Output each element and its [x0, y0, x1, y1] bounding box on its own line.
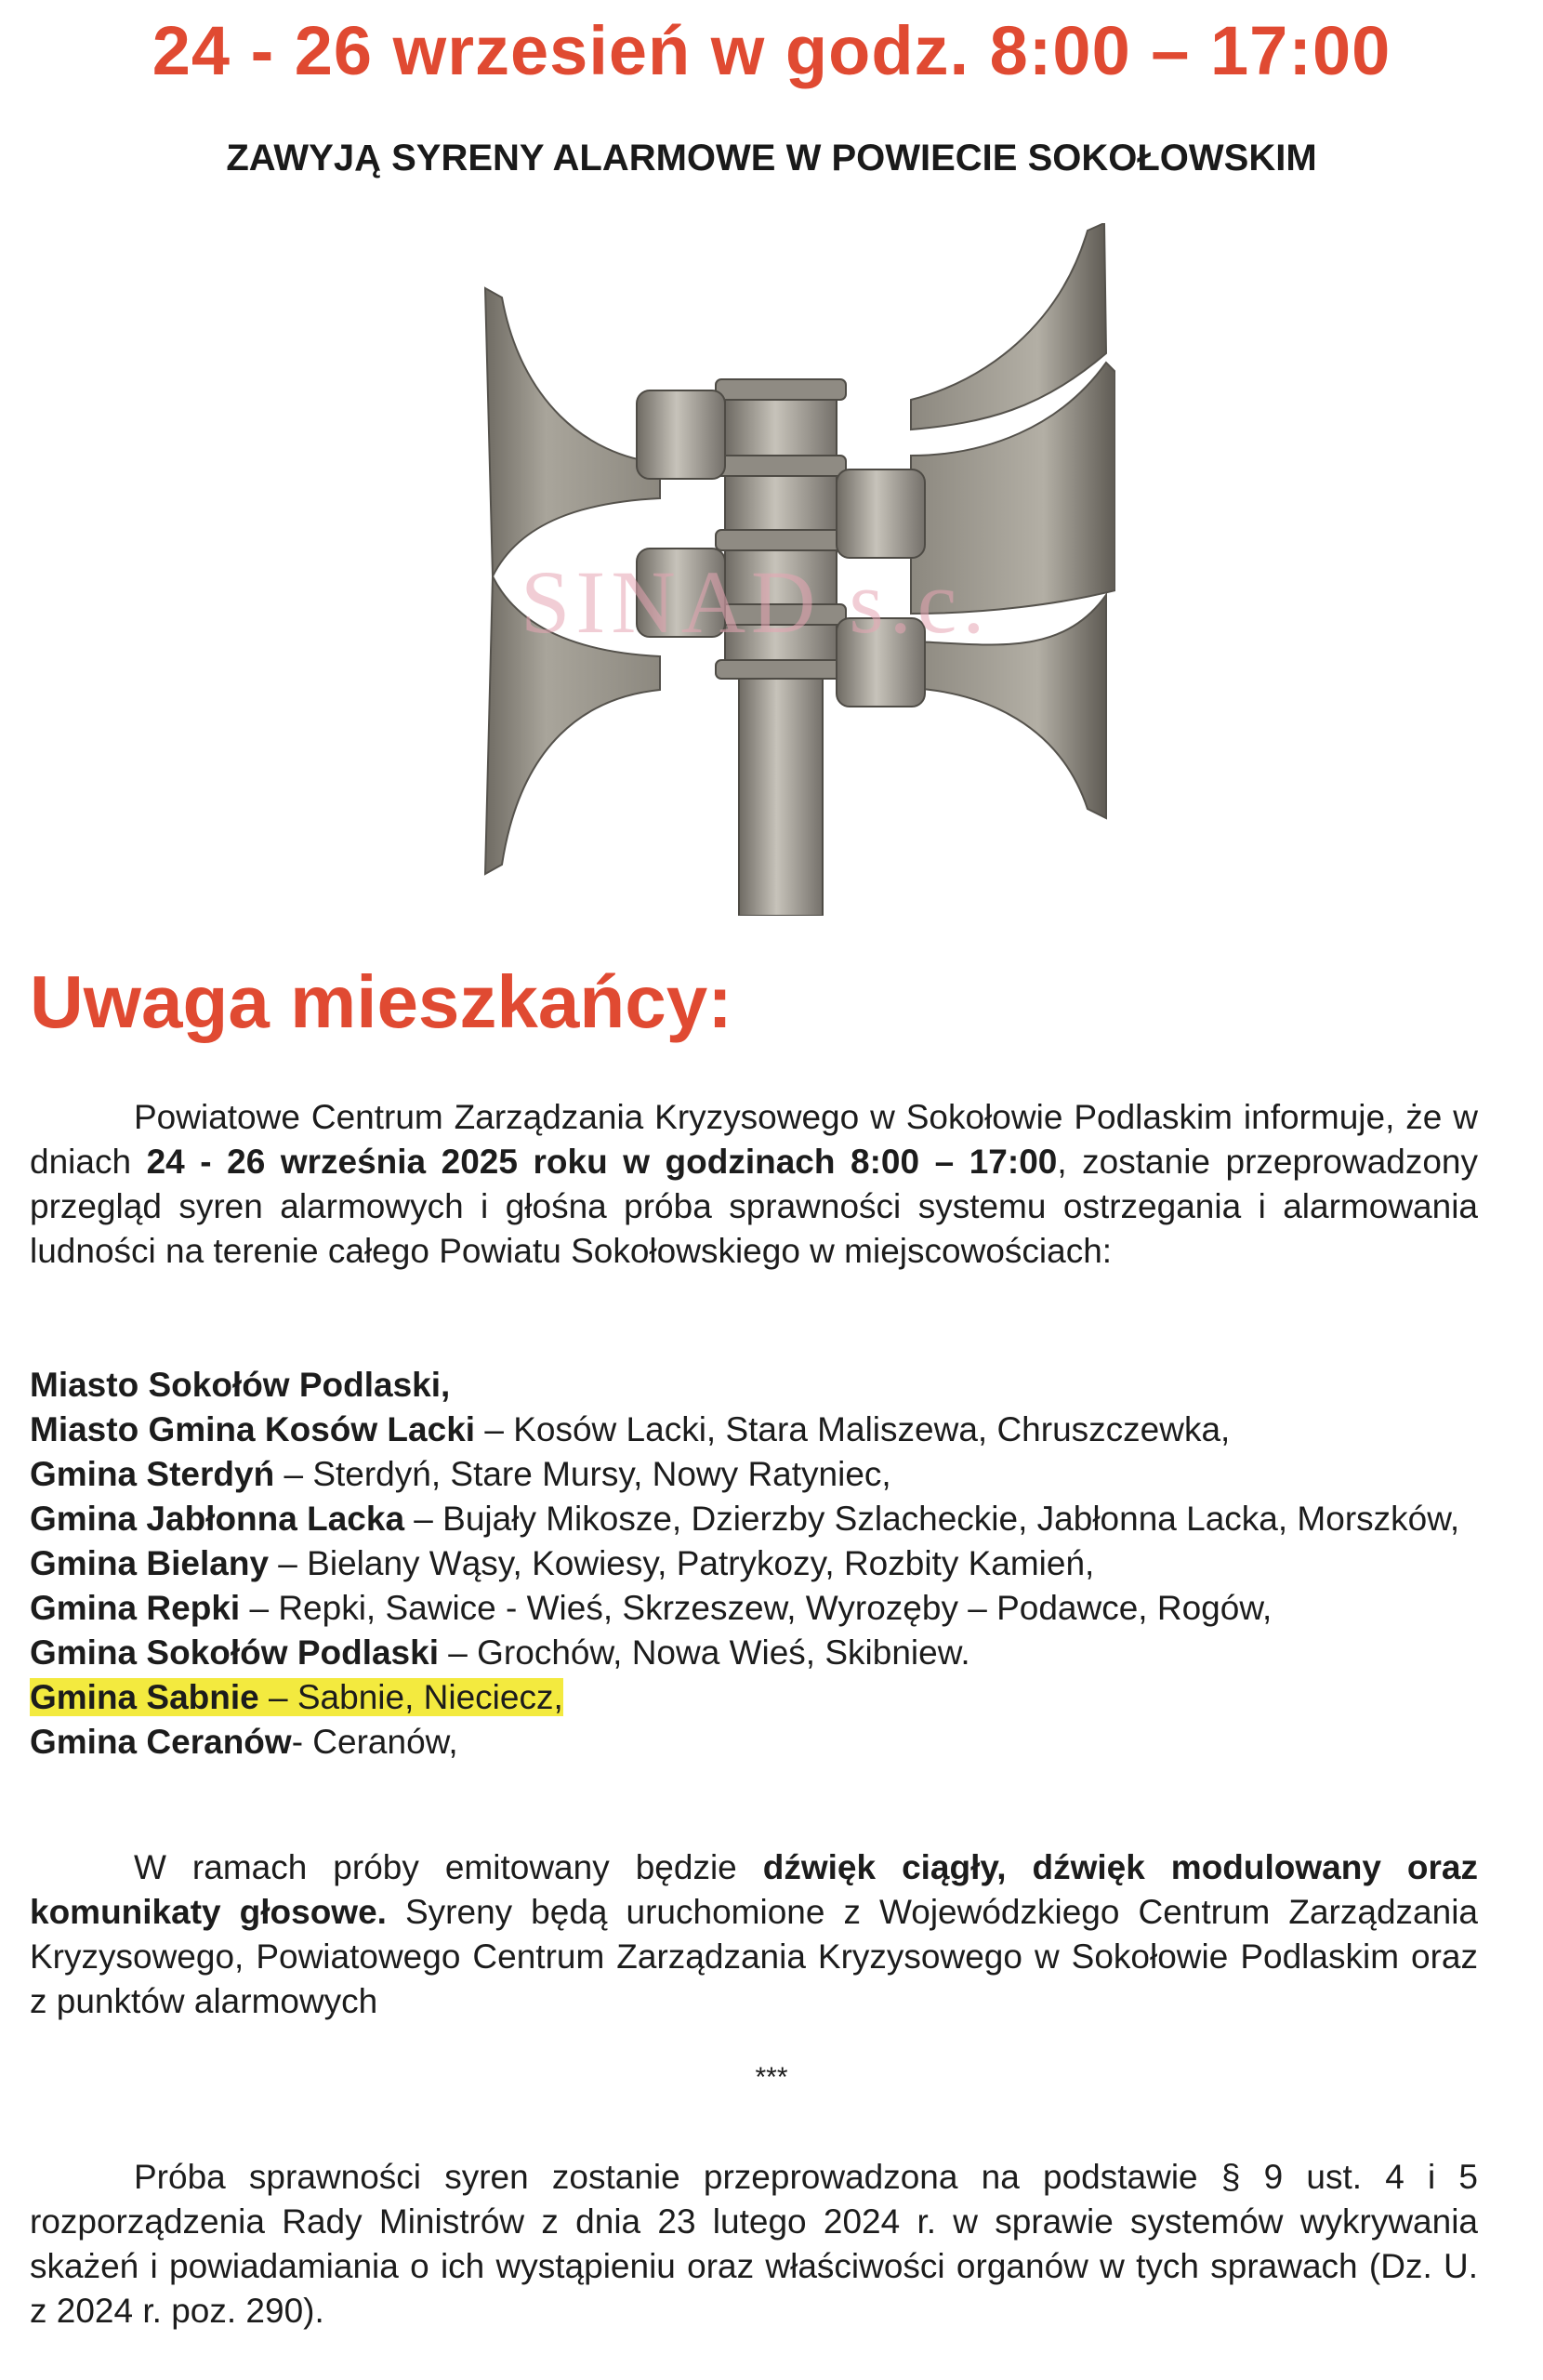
location-places: – Sterdyń, Stare Mursy, Nowy Ratyniec,	[274, 1455, 891, 1493]
intro-paragraph	[30, 1095, 1478, 1274]
location-name: Gmina Sabnie	[30, 1678, 259, 1716]
location-item	[30, 1452, 1478, 1497]
watermark-text: SINAD s.c.	[521, 552, 991, 652]
intro-text-2: , zostanie przeprowadzony przegląd syren alarmowych i głośna próba sprawności systemu ostrzegania i alarmowania ludności na terenie całego Powiatu Sokołowskiego w miejscowościach:	[30, 1143, 1479, 1270]
location-name: Gmina Repki	[30, 1589, 241, 1627]
location-places: – Kosów Lacki, Stara Maliszewa, Chruszczewka,	[475, 1410, 1231, 1448]
location-places: - Ceranów,	[291, 1723, 458, 1761]
location-item	[30, 1497, 1478, 1541]
locations-list	[30, 1363, 1478, 1765]
date-header: 24 - 26 wrzesień w godz. 8:00 – 17:00	[152, 12, 1391, 89]
highlight-mark	[30, 1678, 563, 1716]
signal-text-2: Syreny będą uruchomione z Wojewódzkiego Centrum Zarządzania Kryzysowego, Powiatowego Centrum Zarządzania Kryzysowego w Sokołowie Podlaskim oraz z punktów alarmowych	[30, 1893, 1478, 2020]
signal-paragraph	[30, 1845, 1478, 2024]
location-places: – Sabnie, Nieciecz,	[258, 1678, 563, 1716]
location-name: Gmina Bielany	[30, 1544, 270, 1582]
subtitle: ZAWYJĄ SYRENY ALARMOWE W POWIECIE SOKOŁOWSKIM	[226, 138, 1317, 178]
location-item	[30, 1631, 1478, 1675]
location-name: Miasto Sokołów Podlaski,	[30, 1366, 451, 1404]
legal-paragraph: Próba sprawności syren zostanie przeprowadzona na podstawie § 9 ust. 4 i 5 rozporządzenia Rady Ministrów z dnia 23 lutego 2024 r. w sprawie systemów wykrywania skażeń i powiadamiania o ich wystąpieniu oraz właściwości organów w tych sprawach (Dz. U. z 2024 r. poz. 290).	[30, 2158, 1478, 2330]
intro-dates: 24 - 26 września 2025 roku w godzinach 8:00 – 17:00	[146, 1143, 1058, 1181]
location-places: – Grochów, Nowa Wieś, Skibniew.	[439, 1633, 970, 1672]
location-places: – Repki, Sawice - Wieś, Skrzeszew, Wyrozęby – Podawce, Rogów,	[240, 1589, 1273, 1627]
location-item	[30, 1363, 1478, 1408]
location-item	[30, 1720, 1478, 1765]
location-name: Gmina Sokołów Podlaski	[30, 1633, 439, 1672]
location-item	[30, 1408, 1478, 1452]
location-item	[30, 1586, 1478, 1631]
location-name: Gmina Jabłonna Lacka	[30, 1500, 405, 1538]
location-name: Miasto Gmina Kosów Lacki	[30, 1410, 476, 1448]
signal-text-1: W ramach próby emitowany będzie	[134, 1848, 763, 1886]
notice-heading: Uwaga mieszkańcy:	[30, 960, 732, 1043]
location-name: Gmina Sterdyń	[30, 1455, 275, 1493]
location-item	[30, 1541, 1478, 1586]
separator: ***	[755, 2062, 788, 2093]
signal-bold: dźwięk ciągły, dźwięk modulowany oraz komunikaty głosowe.	[30, 1848, 1479, 1931]
location-places: – Bielany Wąsy, Kowiesy, Patrykozy, Rozbity Kamień,	[269, 1544, 1095, 1582]
siren-horn-icon	[465, 223, 1115, 916]
location-item-highlighted	[30, 1675, 1478, 1720]
location-places: – Bujały Mikosze, Dzierzby Szlacheckie, Jabłonna Lacka, Morszków,	[404, 1500, 1460, 1538]
intro-text-1: Powiatowe Centrum Zarządzania Kryzysowego w Sokołowie Podlaskim informuje, że w dniach	[30, 1098, 1478, 1181]
location-name: Gmina Ceranów	[30, 1723, 292, 1761]
